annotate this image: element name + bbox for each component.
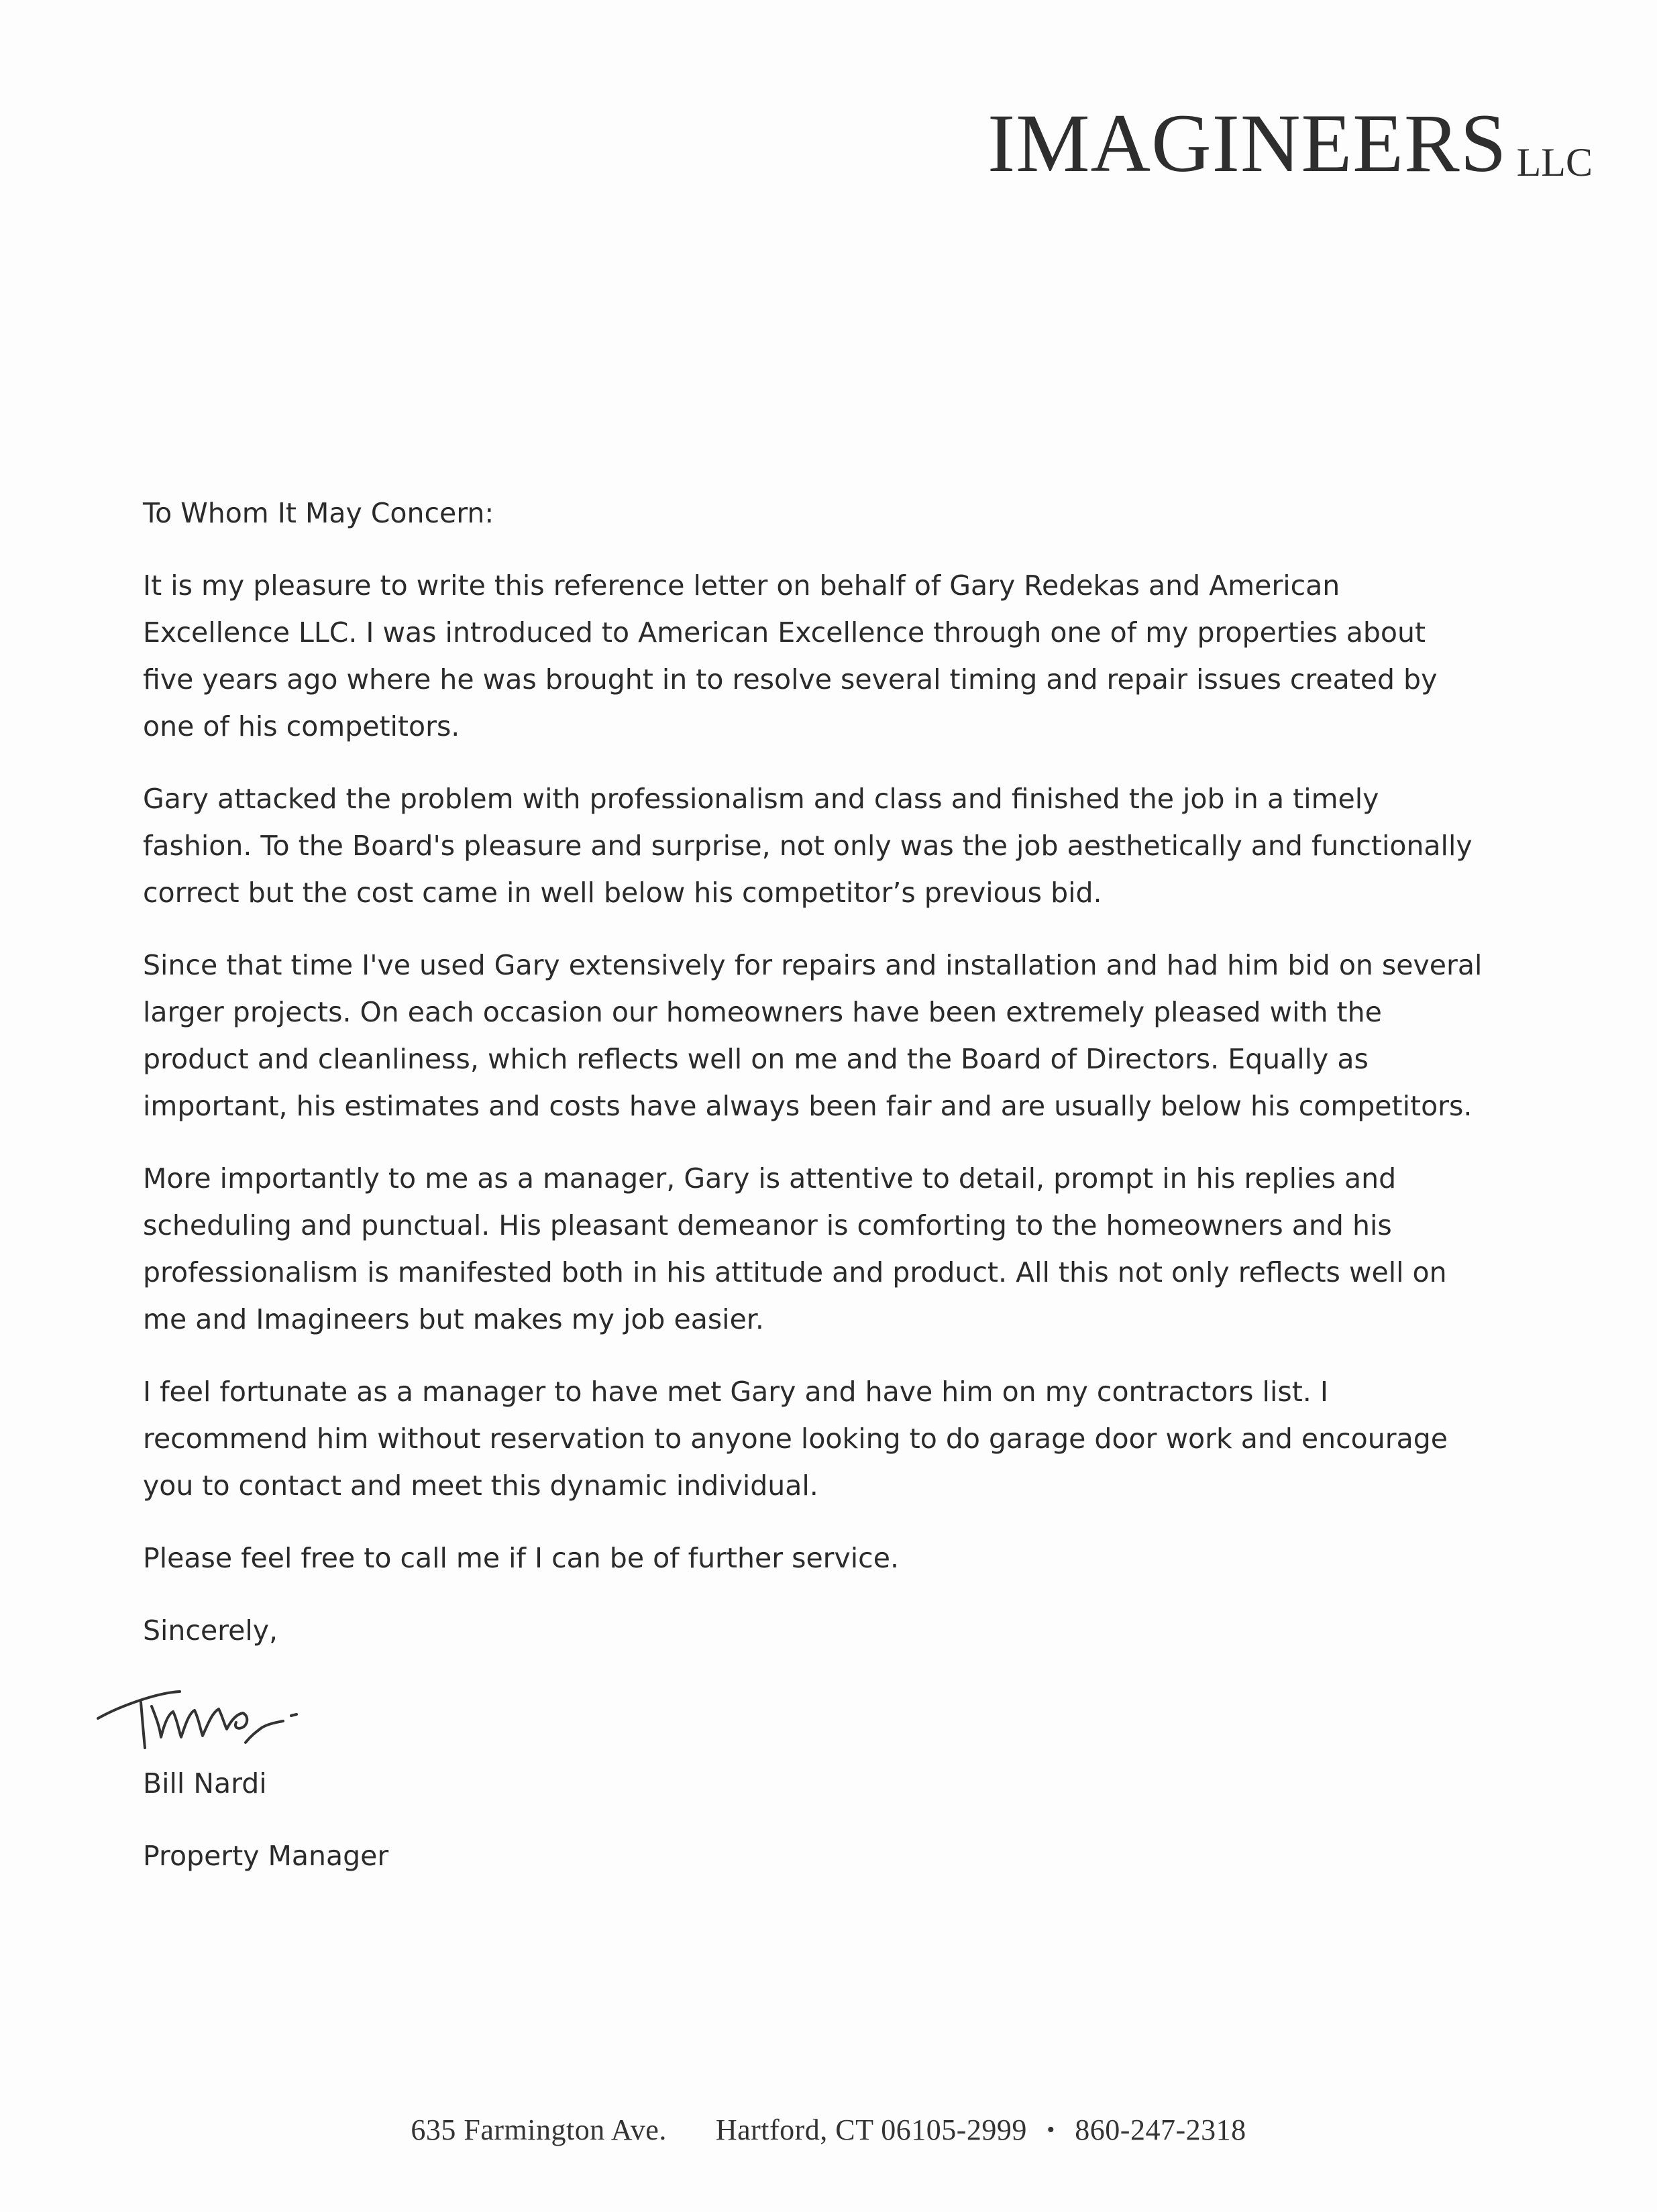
letterhead bbox=[985, 94, 1593, 195]
salutation: To Whom It May Concern: bbox=[143, 497, 494, 529]
signer-title: Property Manager bbox=[143, 1840, 389, 1872]
signer-name: Bill Nardi bbox=[143, 1767, 267, 1800]
company-suffix: LLC bbox=[1516, 140, 1593, 184]
footer-separator: • bbox=[1047, 2117, 1055, 2142]
footer-address bbox=[0, 2113, 1657, 2147]
paragraph-5: I feel fortunate as a manager to have met Gary and have him on my contractors list. I recommend him without reservation to anyone looking to do garage door work and encourage you to contact and meet this dynamic individual. bbox=[143, 1376, 1448, 1502]
paragraph-1: It is my pleasure to write this reference letter on behalf of Gary Redekas and American Excellence LLC. I was introduced to American Excellence through one of my properties about five years ago where he was brought in to resolve several timing and repair issues created by one of his competitors. bbox=[143, 569, 1438, 742]
paragraph-4: More importantly to me as a manager, Gary is attentive to detail, prompt in his replies and scheduling and punctual. His pleasant demeanor is comforting to the homeowners and his professionalism is manifested both in his attitude and product. All this not only reflects well on me and Imagineers but makes my job easier. bbox=[143, 1162, 1447, 1335]
paragraph-2: Gary attacked the problem with professionalism and class and finished the job in a timely fashion. To the Board's pleasure and surprise, not only was the job aesthetically and functionally correct but the cost came in well below his competitor’s previous bid. bbox=[143, 783, 1473, 909]
company-name: IMAGINEERS bbox=[987, 97, 1507, 189]
letter-body bbox=[143, 490, 1485, 1905]
footer-phone: 860-247-2318 bbox=[1075, 2113, 1246, 2146]
footer-street: 635 Farmington Ave. bbox=[411, 2113, 667, 2146]
closing: Sincerely, bbox=[143, 1614, 278, 1647]
paragraph-3: Since that time I've used Gary extensively for repairs and installation and had him bid on several larger projects. On each occasion our homeowners have been extremely pleased with the product and cleanliness, which reflects well on me and the Board of Directors. Equally as important, his estimates and costs have always been fair and are usually below his competitors. bbox=[143, 949, 1483, 1122]
handwritten-signature bbox=[93, 1679, 374, 1760]
paragraph-6: Please feel free to call me if I can be of further service. bbox=[143, 1542, 899, 1574]
footer-city: Hartford, CT 06105-2999 bbox=[715, 2113, 1027, 2146]
